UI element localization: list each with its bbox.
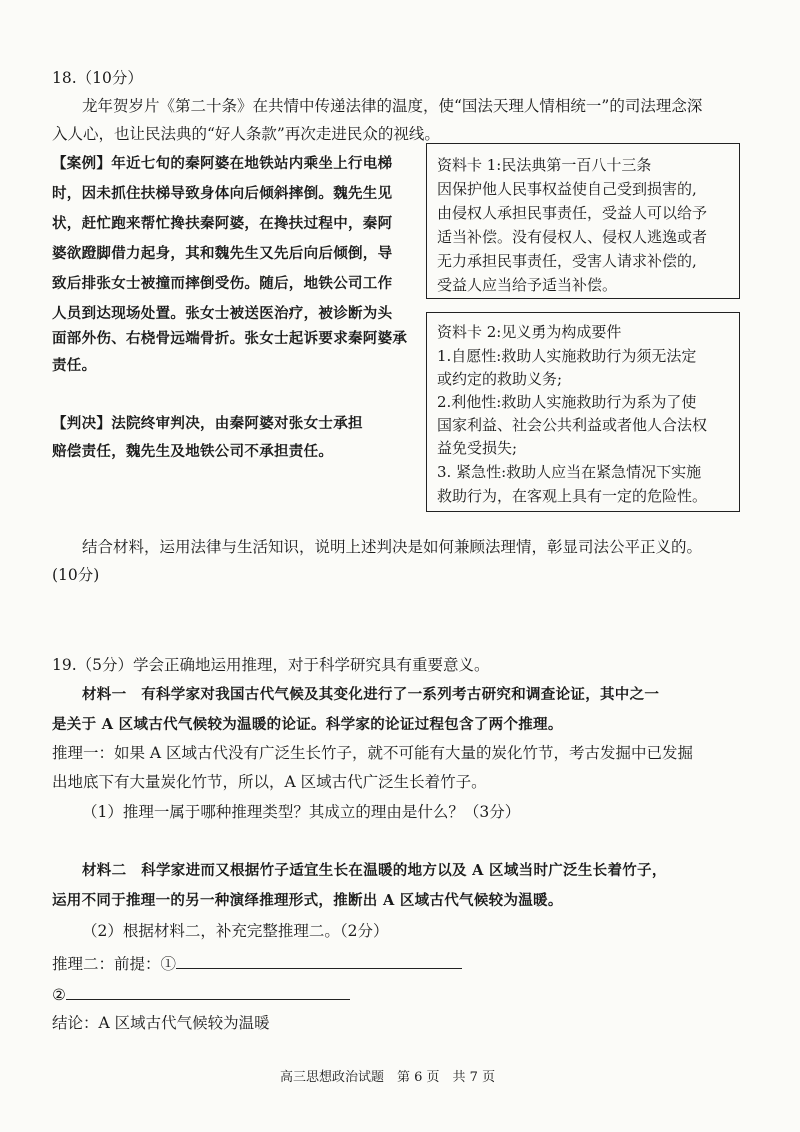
q18-question-line-2: (10分) bbox=[52, 566, 100, 584]
card2-line: 或约定的救助义务; bbox=[437, 370, 563, 388]
case-line: 人员到达现场处置。张女士被送医治疗，被诊断为头 bbox=[52, 305, 393, 322]
case-line: 婆欲蹬脚借力起身，其和魏先生又先后向后倾倒，导 bbox=[52, 245, 393, 262]
card2-line: 2.利他性:救助人实施救助行为系为了使 bbox=[437, 393, 697, 411]
card2-line: 3. 紧急性:救助人应当在紧急情况下实施 bbox=[437, 463, 702, 481]
card1-line: 由侵权人承担民事责任，受益人可以给予 bbox=[437, 204, 708, 222]
case-line: 面部外伤、右桡骨远端骨折。张女士起诉要求秦阿婆承 bbox=[52, 330, 408, 347]
q19-header: 19.（5分）学会正确地运用推理，对于科学研究具有重要意义。 bbox=[52, 656, 490, 674]
case-line: 状，赶忙跑来帮忙搀扶秦阿婆，在搀扶过程中，秦阿 bbox=[52, 215, 393, 232]
reasoning1-line-2: 出地底下有大量炭化竹节，所以，A 区域古代广泛生长着竹子。 bbox=[52, 773, 487, 791]
verdict-line: 【判决】法院终审判决，由秦阿婆对张女士承担 bbox=[52, 415, 363, 432]
premise-1-row bbox=[52, 952, 462, 974]
premise-2-answer-blank[interactable] bbox=[66, 983, 350, 1000]
premise-2-row bbox=[52, 983, 350, 1005]
premise-2-label: ② bbox=[52, 986, 66, 1004]
verdict-line: 赔偿责任，魏先生及地铁公司不承担责任。 bbox=[52, 443, 334, 460]
page-footer: 高三思想政治试题 第 6 页 共 7 页 bbox=[280, 1070, 496, 1085]
premise-1-label: 推理二：前提：① bbox=[52, 955, 177, 973]
q18-intro-line-1: 龙年贺岁片《第二十条》在共情中传递法律的温度，使“国法天理人情相统一”的司法理念深 bbox=[82, 97, 703, 115]
case-line: 时，因未抓住扶梯导致身体向后倾斜摔倒。魏先生见 bbox=[52, 185, 393, 202]
card1-line: 因保护他人民事权益使自己受到损害的, bbox=[437, 180, 697, 198]
card1-line: 受益人应当给予适当补偿。 bbox=[437, 276, 618, 294]
conclusion: 结论：A 区域古代气候较为温暖 bbox=[52, 1014, 270, 1032]
case-line: 致后排张女士被撞而摔倒受伤。随后，地铁公司工作 bbox=[52, 275, 393, 292]
card2-title: 资料卡 2:见义勇为构成要件 bbox=[437, 323, 622, 341]
info-card-1 bbox=[426, 143, 740, 299]
card1-line: 无力承担民事责任，受害人请求补偿的, bbox=[437, 252, 697, 270]
material2-line-1: 材料二 科学家进而又根据竹子适宜生长在温暖的地方以及 A 区域当时广泛生长着竹子， bbox=[82, 862, 667, 879]
card2-line: 益免受损失; bbox=[437, 439, 518, 457]
case-line: 责任。 bbox=[52, 357, 97, 374]
q18-header: 18.（10分） bbox=[52, 69, 143, 87]
card1-line: 适当补偿。没有侵权人、侵权人逃逸或者 bbox=[437, 228, 708, 246]
material1-line-2: 是关于 A 区域古代气候较为温暖的论证。科学家的论证过程包含了两个推理。 bbox=[52, 716, 563, 733]
sub-question-2: （2）根据材料二，补充完整推理二。（2分） bbox=[82, 922, 389, 940]
card1-title: 资料卡 1:民法典第一百八十三条 bbox=[437, 156, 652, 174]
premise-1-answer-blank[interactable] bbox=[176, 952, 462, 969]
card2-line: 1.自愿性:救助人实施救助行为须无法定 bbox=[437, 347, 697, 365]
q18-question-line-1: 结合材料，运用法律与生活知识，说明上述判决是如何兼顾法理情，彰显司法公平正义的。 bbox=[82, 538, 703, 556]
case-line: 【案例】年近七旬的秦阿婆在地铁站内乘坐上行电梯 bbox=[52, 155, 393, 172]
card2-line: 救助行为，在客观上具有一定的危险性。 bbox=[437, 487, 708, 505]
info-card-2 bbox=[426, 312, 740, 512]
material2-line-2: 运用不同于推理一的另一种演绎推理形式，推断出 A 区域古代气候较为温暖。 bbox=[52, 892, 563, 909]
reasoning1-line-1: 推理一：如果 A 区域古代没有广泛生长竹子，就不可能有大量的炭化竹节，考古发掘中已发掘 bbox=[52, 744, 694, 762]
sub-question-1: （1）推理一属于哪种推理类型？其成立的理由是什么？（3分） bbox=[82, 803, 521, 821]
material1-line-1: 材料一 有科学家对我国古代气候及其变化进行了一系列考古研究和调查论证，其中之一 bbox=[82, 686, 660, 703]
q18-intro-line-2: 入人心，也让民法典的“好人条款”再次走进民众的视线。 bbox=[52, 125, 440, 143]
card2-line: 国家利益、社会公共利益或者他人合法权 bbox=[437, 416, 708, 434]
